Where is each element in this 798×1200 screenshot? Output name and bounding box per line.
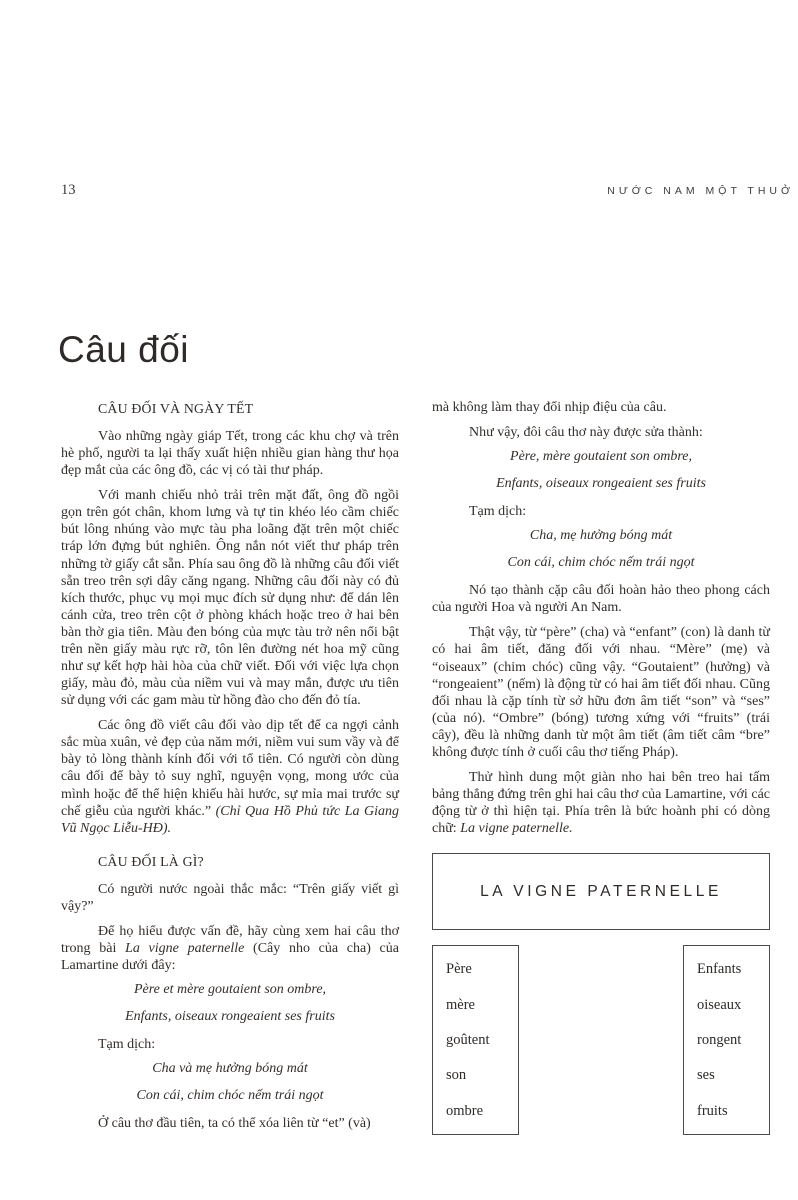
paragraph-continuation: mà không làm thay đổi nhịp điệu của câu.: [432, 400, 667, 415]
scroll-word: mère: [446, 996, 475, 1013]
page-title: Câu đối: [58, 329, 190, 370]
paragraph: Có người nước ngoài thắc mắc: “Trên giấy viết gì vậy?”: [61, 881, 399, 914]
paragraph: Vào những ngày giáp Tết, trong các khu chợ và trên hè phố, người ta lại thấy xuất hiện nhiều gian hàng thư họa đẹp mắt của các ông đồ, các vị có tài thư pháp.: [61, 429, 399, 479]
column-right: [432, 399, 770, 1140]
paragraph: Với manh chiếu nhỏ trải trên mặt đất, ông đồ ngồi gọn trên gót chân, khom lưng và tự tin khéo léo cầm chiếc bút lông nhúng vào mực tàu pha loãng đặt trên một chiếc tráp lớn đựng bút nghiên. Ông nắn nót viết thư pháp trên những tờ giấy cắt sẵn. Phía sau ông đồ là những câu đối viết sẵn treo trên sợi dây căng ngang. Những câu đối này có đủ kích thước, phục vụ mọi mục đích sử dụng như: để dán lên cánh cửa, treo trên cột ở phòng khách hoặc treo ở hai bên bàn thờ gia tiên. Màu đen bóng của mực tàu trở nên nổi bật trên nền giấy màu rực rỡ, tôn lên đường nét hoa mỹ cũng như sự kết hợp hài hòa của chữ viết. Đối với việc lựa chọn giấy, màu đỏ, màu của niềm vui và may mắn, được ưu tiên sử dụng với các gam màu từ hồng đào cho đến đỏ tía.: [61, 488, 399, 709]
running-head: [61, 182, 794, 199]
scroll-word: Père: [446, 961, 472, 978]
section-heading-tet: CÂU ĐỐI VÀ NGÀY TẾT: [98, 401, 254, 416]
running-header: NƯỚC NAM MỘT THUỞ: [607, 185, 794, 197]
citation-text: (Chỉ Qua Hồ Phủ tức La Giang Vũ Ngọc Liễu-HĐ).: [61, 803, 400, 836]
paragraph-text: Để họ hiểu được vấn đề, hãy cùng xem hai câu thơ trong bài: [61, 923, 399, 957]
scroll-word: ombre: [446, 1102, 484, 1119]
banner-la-vigne-paternelle: [432, 853, 770, 930]
scroll-right: [683, 945, 770, 1135]
paragraph: [61, 717, 399, 837]
translation-label: Tạm dịch:: [469, 504, 527, 520]
couplet-scrolls: [432, 945, 770, 1135]
verse-line: Cha và mẹ hưởng bóng mát: [152, 1061, 308, 1077]
verse-line: Con cái, chim chóc nếm trái ngọt: [507, 555, 695, 571]
scroll-word: ses: [697, 1067, 715, 1084]
verse-line: Enfants, oiseaux rongeaient ses fruits: [496, 476, 706, 492]
paragraph: [61, 923, 399, 974]
scroll-word: son: [446, 1067, 467, 1084]
text-columns: [61, 399, 770, 1140]
verse-line: Père, mère goutaient son ombre,: [510, 449, 692, 465]
paragraph-text: Các ông đồ viết câu đối vào dịp tết để ca ngợi cảnh sắc mùa xuân, vẻ đẹp của năm mới, niềm vui sum vầy và để bày tỏ lòng thành kính đối với tổ tiên. Có người còn dùng câu đối để bày tỏ suy nghĩ, nguyện vọng, mong ước của mình hoặc để thể hiện khiếu hài hước, sự mỉa mai trước sự chế giễu của người khác.”: [61, 718, 399, 819]
verse-line: Enfants, oiseaux rongeaient ses fruits: [125, 1009, 335, 1025]
banner-text: LA VIGNE PATERNELLE: [480, 882, 722, 900]
paragraph: Ở câu thơ đầu tiên, ta có thể xóa liên từ “et” (và): [98, 1116, 371, 1132]
paragraph: Như vậy, đôi câu thơ này được sửa thành:: [469, 425, 703, 441]
section-heading-what-is: CÂU ĐỐI LÀ GÌ?: [98, 853, 204, 869]
page-number: 13: [61, 182, 76, 198]
scroll-word: rongent: [697, 1032, 742, 1049]
work-title-italic: La vigne paternelle.: [460, 821, 573, 837]
verse-line: Père et mère goutaient son ombre,: [133, 982, 327, 998]
paragraph-text: (Cây nho của cha) của Lamartine dưới đây:: [61, 941, 399, 974]
paragraph: Nó tạo thành cặp câu đối hoàn hảo theo phong cách của người Hoa và người An Nam.: [432, 583, 770, 616]
scroll-word: fruits: [697, 1102, 728, 1119]
paragraph: [432, 769, 770, 837]
paragraph: Thật vậy, từ “père” (cha) và “enfant” (con) là danh từ có hai âm tiết, đăng đối với nhau. “Mère” (mẹ) và “oiseaux” (chim chóc) cũng vậy. “Goutaient” (hưởng) và “rongeaient” (nếm) là động từ có hai âm tiết đối nhau. Cũng đối nhau là cặp tính từ sở hữu đơn âm tiết “son” và “ses” (của nó). “Ombre” (bóng) tương xứng với “fruits” (trái cây), đều là những danh từ một âm tiết (âm tiết câm “bre” không được tính ở cuối câu thơ tiếng Pháp).: [432, 625, 770, 760]
work-title-italic: La vigne paternelle: [125, 941, 245, 957]
verse-line: Cha, mẹ hưởng bóng mát: [529, 528, 673, 544]
scroll-word: goûtent: [446, 1032, 490, 1049]
paragraph-text: Thử hình dung một giàn nho hai bên treo hai tấm bảng thẳng đứng trên ghi hai câu thơ của Lamartine, với các động từ ở thì hiện tại. Phía trên là bức hoành phi có dòng chữ:: [432, 770, 770, 837]
translation-label: Tạm dịch:: [98, 1037, 156, 1053]
column-left: [61, 399, 399, 1140]
verse-line: Con cái, chim chóc nếm trái ngọt: [136, 1088, 324, 1104]
scroll-word: oiseaux: [697, 996, 742, 1013]
scroll-left: [432, 945, 519, 1135]
scroll-word: Enfants: [697, 961, 742, 978]
